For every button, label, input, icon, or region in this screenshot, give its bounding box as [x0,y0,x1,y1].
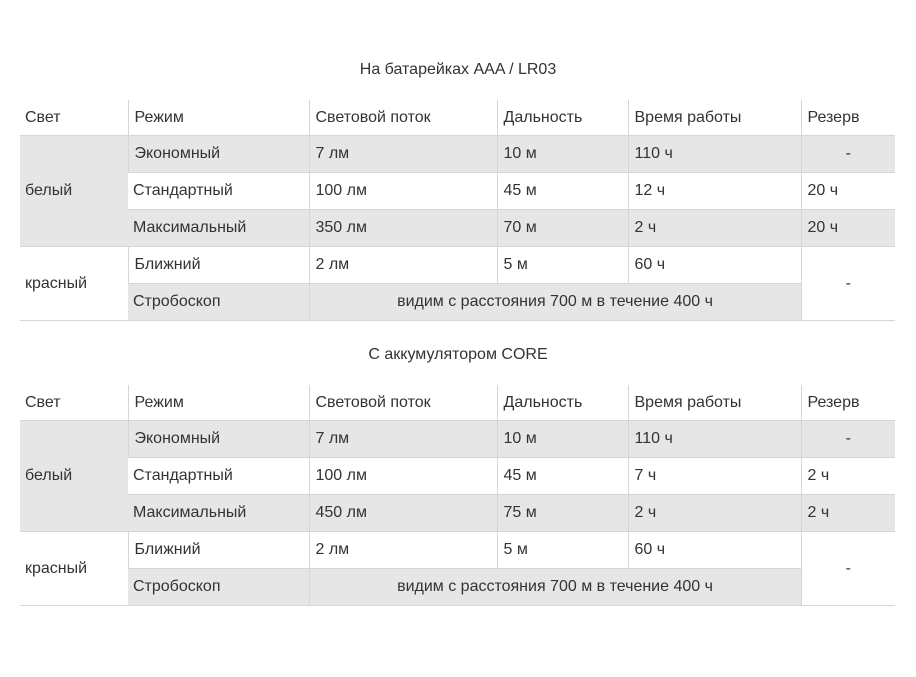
range-cell: 70 м [497,210,628,247]
mode-cell: Стандартный [128,173,309,210]
mode-cell: Стробоскоп [128,284,309,321]
runtime-cell: 60 ч [628,532,801,569]
range-cell: 10 м [497,421,628,458]
runtime-cell: 110 ч [628,421,801,458]
reserve-cell: 20 ч [801,173,895,210]
mode-cell: Стробоскоп [128,569,309,606]
header-runtime: Время работы [628,385,801,421]
runtime-cell: 2 ч [628,210,801,247]
table-row [20,284,895,321]
mode-cell: Максимальный [128,495,309,532]
reserve-cell: - [801,136,895,173]
reserve-cell: - [801,421,895,458]
header-mode: Режим [128,100,309,136]
table-row [20,210,895,247]
runtime-cell: 2 ч [628,495,801,532]
strobe-info-cell: видим с расстояния 700 м в течение 400 ч [309,284,801,321]
mode-cell: Экономный [128,421,309,458]
light-red-cell: красный [20,532,128,606]
range-cell: 75 м [497,495,628,532]
flux-cell: 2 лм [309,247,497,284]
flux-cell: 2 лм [309,532,497,569]
header-flux: Световой поток [309,100,497,136]
header-reserve: Резерв [801,385,895,421]
header-reserve: Резерв [801,100,895,136]
flux-cell: 100 лм [309,173,497,210]
header-range: Дальность [497,385,628,421]
light-white-cell: белый [20,136,128,247]
header-runtime: Время работы [628,100,801,136]
table-row [20,569,895,606]
light-white-cell: белый [20,421,128,532]
reserve-cell: 2 ч [801,458,895,495]
header-flux: Световой поток [309,385,497,421]
accumulator-table-caption: С аккумулятором CORE [368,346,548,363]
runtime-cell: 110 ч [628,136,801,173]
table-row [20,421,895,458]
mode-cell: Максимальный [128,210,309,247]
header-light: Свет [20,100,128,136]
flux-cell: 100 лм [309,458,497,495]
header-range: Дальность [497,100,628,136]
mode-cell: Экономный [128,136,309,173]
mode-cell: Ближний [128,247,309,284]
runtime-cell: 7 ч [628,458,801,495]
range-cell: 45 м [497,458,628,495]
range-cell: 5 м [497,532,628,569]
header-row [20,100,895,136]
reserve-cell: - [801,532,895,606]
battery-spec-table [20,100,895,321]
reserve-cell: 2 ч [801,495,895,532]
header-mode: Режим [128,385,309,421]
table-row [20,173,895,210]
range-cell: 10 м [497,136,628,173]
flux-cell: 450 лм [309,495,497,532]
table-row [20,495,895,532]
header-light: Свет [20,385,128,421]
flux-cell: 7 лм [309,421,497,458]
accumulator-spec-table [20,385,895,606]
reserve-cell: 20 ч [801,210,895,247]
range-cell: 45 м [497,173,628,210]
table-row [20,458,895,495]
table-row [20,136,895,173]
battery-table-caption: На батарейках AAA / LR03 [359,61,557,78]
table-row [20,532,895,569]
table-row [20,247,895,284]
range-cell: 5 м [497,247,628,284]
runtime-cell: 12 ч [628,173,801,210]
strobe-info-cell: видим с расстояния 700 м в течение 400 ч [309,569,801,606]
runtime-cell: 60 ч [628,247,801,284]
header-row [20,385,895,421]
reserve-cell: - [801,247,895,321]
flux-cell: 350 лм [309,210,497,247]
mode-cell: Стандартный [128,458,309,495]
mode-cell: Ближний [128,532,309,569]
light-red-cell: красный [20,247,128,321]
flux-cell: 7 лм [309,136,497,173]
